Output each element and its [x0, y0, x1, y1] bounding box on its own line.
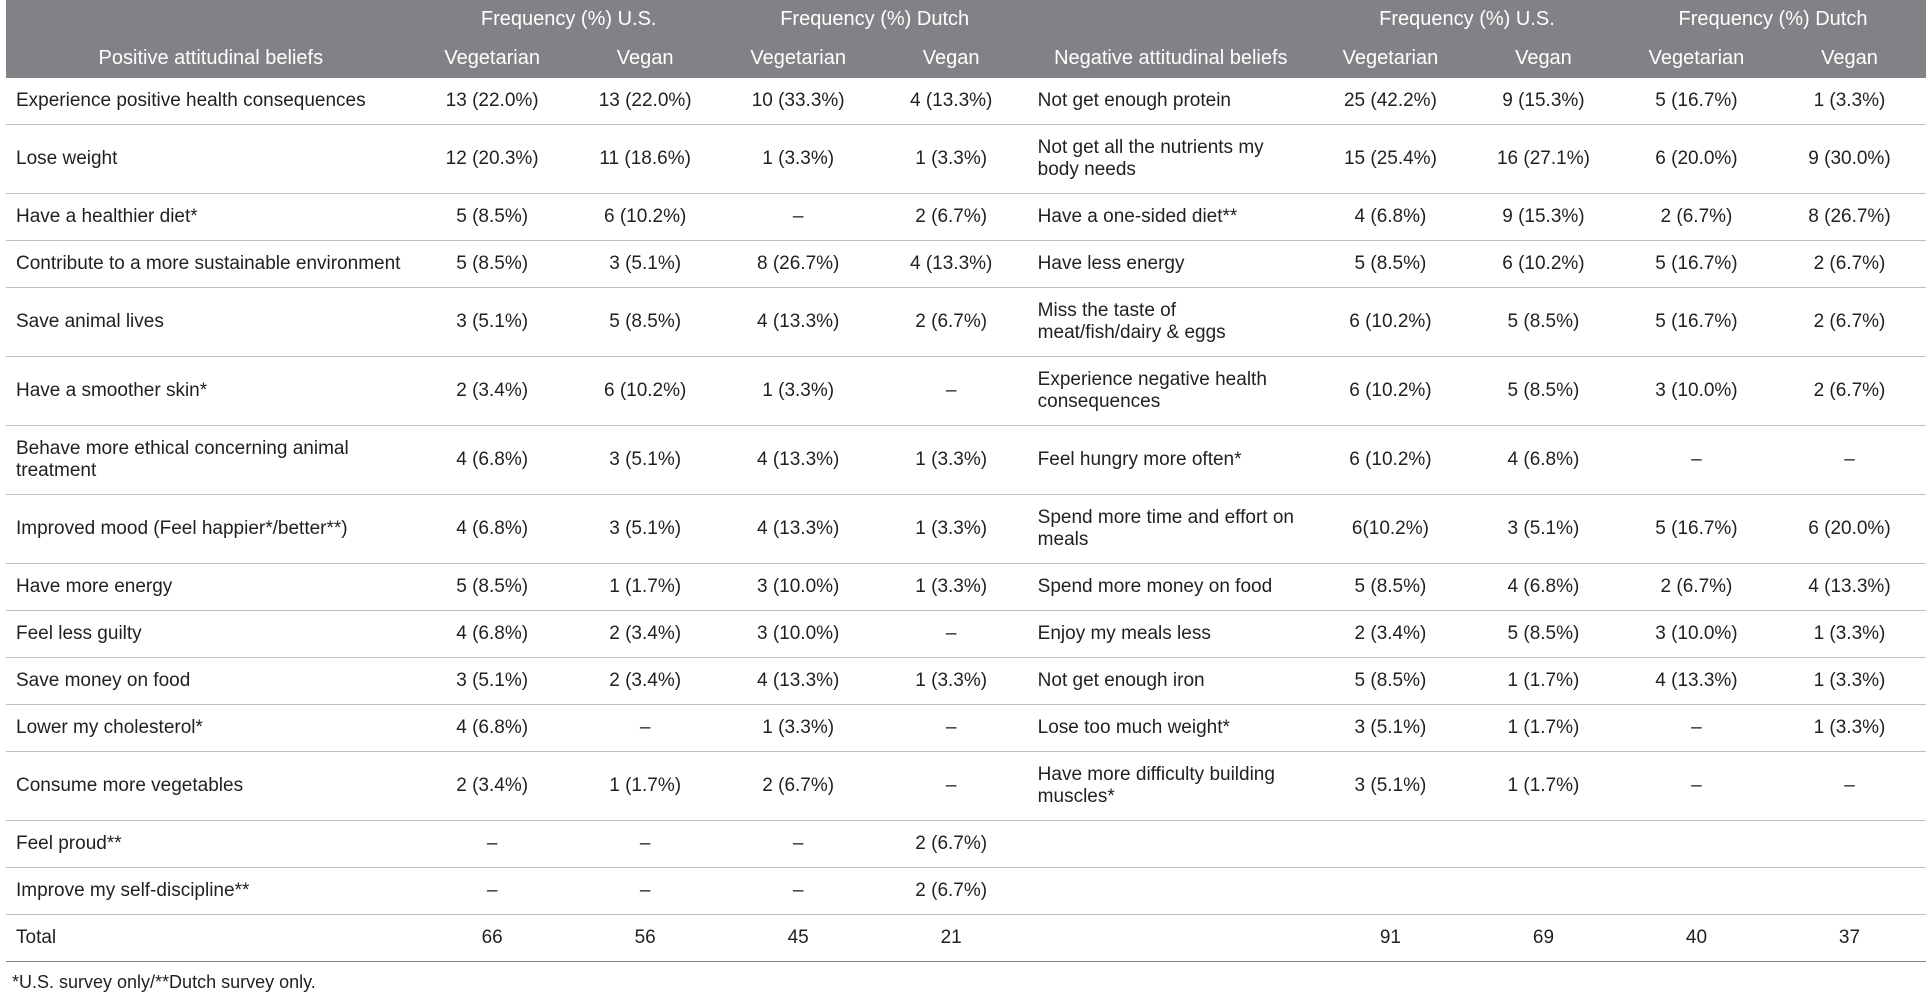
table-total-row — [6, 915, 1926, 962]
cell-negative-label — [1028, 868, 1314, 915]
cell-pos-dutch-vegetarian: 4 (13.3%) — [722, 658, 875, 705]
cell-total-label: Total — [6, 915, 416, 962]
cell-neg-us-vegan: 5 (8.5%) — [1467, 288, 1620, 357]
cell-neg-us-vegetarian: 2 (3.4%) — [1314, 611, 1467, 658]
cell-neg-us-vegetarian: 5 (8.5%) — [1314, 658, 1467, 705]
cell-negative-label — [1028, 821, 1314, 868]
cell-positive-label: Experience positive health consequences — [6, 78, 416, 125]
cell-positive-label: Improve my self-discipline** — [6, 868, 416, 915]
cell-neg-dutch-vegan: 6 (20.0%) — [1773, 495, 1926, 564]
cell-negative-label: Experience negative health consequences — [1028, 357, 1314, 426]
cell-pos-us-vegan: 13 (22.0%) — [569, 78, 722, 125]
cell-neg-dutch-vegetarian: 3 (10.0%) — [1620, 357, 1773, 426]
cell-pos-us-vegan: 3 (5.1%) — [569, 241, 722, 288]
cell-pos-us-vegan: – — [569, 821, 722, 868]
cell-neg-dutch-vegetarian: 4 (13.3%) — [1620, 658, 1773, 705]
table-row — [6, 868, 1926, 915]
cell-negative-label: Enjoy my meals less — [1028, 611, 1314, 658]
cell-pos-dutch-vegan: 1 (3.3%) — [875, 125, 1028, 194]
cell-positive-label: Feel less guilty — [6, 611, 416, 658]
column-header-negative-beliefs — [1028, 0, 1314, 78]
cell-total-neg-us-vegetarian: 91 — [1314, 915, 1467, 962]
cell-pos-us-vegetarian: 4 (6.8%) — [416, 705, 569, 752]
cell-pos-dutch-vegetarian: 1 (3.3%) — [722, 125, 875, 194]
cell-negative-label: Not get all the nutrients my body needs — [1028, 125, 1314, 194]
cell-pos-dutch-vegan: 2 (6.7%) — [875, 194, 1028, 241]
attitudinal-beliefs-table — [6, 0, 1926, 962]
cell-pos-us-vegetarian: 2 (3.4%) — [416, 752, 569, 821]
cell-pos-us-vegetarian: 3 (5.1%) — [416, 658, 569, 705]
cell-neg-dutch-vegan: 2 (6.7%) — [1773, 241, 1926, 288]
table-body — [6, 78, 1926, 962]
cell-pos-us-vegetarian: – — [416, 821, 569, 868]
cell-pos-us-vegan: 2 (3.4%) — [569, 611, 722, 658]
cell-positive-label: Improved mood (Feel happier*/better**) — [6, 495, 416, 564]
cell-total-pos-us-vegan: 56 — [569, 915, 722, 962]
cell-neg-us-vegan — [1467, 821, 1620, 868]
cell-pos-dutch-vegan: – — [875, 752, 1028, 821]
cell-neg-dutch-vegetarian: 2 (6.7%) — [1620, 194, 1773, 241]
cell-pos-dutch-vegan: 2 (6.7%) — [875, 821, 1028, 868]
cell-neg-dutch-vegetarian: – — [1620, 705, 1773, 752]
cell-negative-label: Have more difficulty building muscles* — [1028, 752, 1314, 821]
cell-neg-dutch-vegan: 1 (3.3%) — [1773, 611, 1926, 658]
cell-pos-us-vegan: 6 (10.2%) — [569, 357, 722, 426]
subheader-neg-dutch-vegan: Vegan — [1773, 39, 1926, 78]
cell-pos-dutch-vegan: 2 (6.7%) — [875, 868, 1028, 915]
cell-neg-dutch-vegan: – — [1773, 426, 1926, 495]
cell-pos-us-vegetarian: 13 (22.0%) — [416, 78, 569, 125]
group-header-negative-us: Frequency (%) U.S. — [1314, 0, 1620, 39]
cell-total-pos-us-vegetarian: 66 — [416, 915, 569, 962]
cell-neg-dutch-vegan: 2 (6.7%) — [1773, 288, 1926, 357]
cell-neg-us-vegetarian: 4 (6.8%) — [1314, 194, 1467, 241]
cell-pos-dutch-vegetarian: 4 (13.3%) — [722, 288, 875, 357]
cell-pos-us-vegan: 2 (3.4%) — [569, 658, 722, 705]
cell-positive-label: Save animal lives — [6, 288, 416, 357]
cell-neg-us-vegan — [1467, 868, 1620, 915]
group-header-positive-us: Frequency (%) U.S. — [416, 0, 722, 39]
cell-pos-us-vegetarian: 12 (20.3%) — [416, 125, 569, 194]
cell-positive-label: Lose weight — [6, 125, 416, 194]
cell-pos-us-vegetarian: 4 (6.8%) — [416, 495, 569, 564]
table-row — [6, 125, 1926, 194]
subheader-pos-us-vegetarian: Vegetarian — [416, 39, 569, 78]
table-row — [6, 426, 1926, 495]
cell-negative-label: Have a one-sided diet** — [1028, 194, 1314, 241]
cell-positive-label: Behave more ethical concerning animal treatment — [6, 426, 416, 495]
table-row — [6, 495, 1926, 564]
table-row — [6, 821, 1926, 868]
cell-neg-us-vegetarian — [1314, 868, 1467, 915]
cell-neg-dutch-vegan — [1773, 868, 1926, 915]
cell-total-negative-label — [1028, 915, 1314, 962]
cell-negative-label: Feel hungry more often* — [1028, 426, 1314, 495]
cell-neg-dutch-vegan: 2 (6.7%) — [1773, 357, 1926, 426]
cell-total-pos-dutch-vegan: 21 — [875, 915, 1028, 962]
cell-negative-label: Lose too much weight* — [1028, 705, 1314, 752]
cell-negative-label: Spend more money on food — [1028, 564, 1314, 611]
table-row — [6, 288, 1926, 357]
cell-pos-dutch-vegetarian: 10 (33.3%) — [722, 78, 875, 125]
cell-neg-dutch-vegan — [1773, 821, 1926, 868]
cell-pos-dutch-vegetarian: 1 (3.3%) — [722, 357, 875, 426]
cell-pos-us-vegetarian: 4 (6.8%) — [416, 611, 569, 658]
cell-pos-us-vegan: 5 (8.5%) — [569, 288, 722, 357]
table-row — [6, 564, 1926, 611]
cell-pos-us-vegan: 11 (18.6%) — [569, 125, 722, 194]
cell-neg-dutch-vegetarian: 5 (16.7%) — [1620, 495, 1773, 564]
table-row — [6, 78, 1926, 125]
cell-neg-us-vegan: 9 (15.3%) — [1467, 194, 1620, 241]
column-header-negative-beliefs-label: Negative attitudinal beliefs — [1054, 47, 1288, 69]
table-group-header-row — [6, 0, 1926, 39]
cell-neg-us-vegetarian: 3 (5.1%) — [1314, 752, 1467, 821]
cell-pos-us-vegetarian: 2 (3.4%) — [416, 357, 569, 426]
subheader-neg-dutch-vegetarian: Vegetarian — [1620, 39, 1773, 78]
cell-positive-label: Consume more vegetables — [6, 752, 416, 821]
group-header-negative-dutch: Frequency (%) Dutch — [1620, 0, 1926, 39]
cell-neg-dutch-vegetarian — [1620, 868, 1773, 915]
cell-pos-us-vegan: 6 (10.2%) — [569, 194, 722, 241]
cell-negative-label: Not get enough protein — [1028, 78, 1314, 125]
cell-neg-dutch-vegetarian — [1620, 821, 1773, 868]
cell-neg-us-vegetarian: 25 (42.2%) — [1314, 78, 1467, 125]
cell-pos-dutch-vegetarian: 4 (13.3%) — [722, 495, 875, 564]
cell-pos-dutch-vegetarian: 3 (10.0%) — [722, 564, 875, 611]
cell-neg-us-vegetarian: 6 (10.2%) — [1314, 357, 1467, 426]
table-row — [6, 611, 1926, 658]
cell-pos-us-vegetarian: – — [416, 868, 569, 915]
cell-pos-dutch-vegan: 4 (13.3%) — [875, 78, 1028, 125]
cell-positive-label: Feel proud** — [6, 821, 416, 868]
table-row — [6, 658, 1926, 705]
cell-neg-us-vegan: 3 (5.1%) — [1467, 495, 1620, 564]
cell-neg-us-vegan: 9 (15.3%) — [1467, 78, 1620, 125]
cell-pos-us-vegan: 1 (1.7%) — [569, 752, 722, 821]
cell-neg-dutch-vegan: 8 (26.7%) — [1773, 194, 1926, 241]
cell-total-neg-dutch-vegan: 37 — [1773, 915, 1926, 962]
cell-pos-us-vegetarian: 5 (8.5%) — [416, 241, 569, 288]
cell-positive-label: Have a healthier diet* — [6, 194, 416, 241]
group-header-positive-dutch: Frequency (%) Dutch — [722, 0, 1028, 39]
cell-positive-label: Have more energy — [6, 564, 416, 611]
cell-neg-us-vegan: 1 (1.7%) — [1467, 658, 1620, 705]
cell-neg-us-vegetarian: 3 (5.1%) — [1314, 705, 1467, 752]
cell-neg-dutch-vegan: 1 (3.3%) — [1773, 78, 1926, 125]
cell-neg-us-vegan: 1 (1.7%) — [1467, 705, 1620, 752]
subheader-pos-us-vegan: Vegan — [569, 39, 722, 78]
cell-neg-dutch-vegetarian: 6 (20.0%) — [1620, 125, 1773, 194]
cell-neg-us-vegan: 4 (6.8%) — [1467, 564, 1620, 611]
table-row — [6, 752, 1926, 821]
cell-negative-label: Miss the taste of meat/fish/dairy & eggs — [1028, 288, 1314, 357]
cell-pos-us-vegetarian: 5 (8.5%) — [416, 564, 569, 611]
cell-pos-dutch-vegetarian: – — [722, 868, 875, 915]
cell-neg-dutch-vegetarian: 5 (16.7%) — [1620, 78, 1773, 125]
cell-pos-dutch-vegan: 1 (3.3%) — [875, 495, 1028, 564]
cell-neg-us-vegetarian — [1314, 821, 1467, 868]
subheader-pos-dutch-vegan: Vegan — [875, 39, 1028, 78]
cell-positive-label: Have a smoother skin* — [6, 357, 416, 426]
cell-neg-us-vegetarian: 6 (10.2%) — [1314, 288, 1467, 357]
subheader-pos-dutch-vegetarian: Vegetarian — [722, 39, 875, 78]
cell-pos-us-vegetarian: 4 (6.8%) — [416, 426, 569, 495]
cell-neg-us-vegetarian: 6 (10.2%) — [1314, 426, 1467, 495]
cell-pos-dutch-vegetarian: 2 (6.7%) — [722, 752, 875, 821]
cell-pos-dutch-vegan: – — [875, 611, 1028, 658]
cell-total-neg-us-vegan: 69 — [1467, 915, 1620, 962]
cell-pos-dutch-vegan: 2 (6.7%) — [875, 288, 1028, 357]
cell-positive-label: Lower my cholesterol* — [6, 705, 416, 752]
cell-pos-dutch-vegan: 1 (3.3%) — [875, 564, 1028, 611]
cell-pos-us-vegan: 3 (5.1%) — [569, 426, 722, 495]
cell-pos-dutch-vegetarian: 8 (26.7%) — [722, 241, 875, 288]
cell-total-neg-dutch-vegetarian: 40 — [1620, 915, 1773, 962]
cell-pos-us-vegetarian: 5 (8.5%) — [416, 194, 569, 241]
cell-pos-dutch-vegan: – — [875, 705, 1028, 752]
cell-neg-dutch-vegan: 4 (13.3%) — [1773, 564, 1926, 611]
cell-total-pos-dutch-vegetarian: 45 — [722, 915, 875, 962]
cell-pos-dutch-vegan: – — [875, 357, 1028, 426]
table-row — [6, 357, 1926, 426]
cell-neg-dutch-vegan: 1 (3.3%) — [1773, 658, 1926, 705]
cell-neg-dutch-vegan: 1 (3.3%) — [1773, 705, 1926, 752]
cell-neg-us-vegan: 4 (6.8%) — [1467, 426, 1620, 495]
cell-neg-dutch-vegetarian: – — [1620, 426, 1773, 495]
cell-neg-us-vegetarian: 15 (25.4%) — [1314, 125, 1467, 194]
cell-neg-dutch-vegan: – — [1773, 752, 1926, 821]
cell-neg-dutch-vegetarian: 2 (6.7%) — [1620, 564, 1773, 611]
cell-neg-dutch-vegetarian: 5 (16.7%) — [1620, 288, 1773, 357]
cell-positive-label: Contribute to a more sustainable environment — [6, 241, 416, 288]
table-row — [6, 705, 1926, 752]
cell-positive-label: Save money on food — [6, 658, 416, 705]
cell-neg-dutch-vegetarian: – — [1620, 752, 1773, 821]
table-header — [6, 0, 1926, 78]
cell-pos-us-vegan: 1 (1.7%) — [569, 564, 722, 611]
cell-neg-dutch-vegan: 9 (30.0%) — [1773, 125, 1926, 194]
subheader-neg-us-vegan: Vegan — [1467, 39, 1620, 78]
cell-pos-dutch-vegetarian: 1 (3.3%) — [722, 705, 875, 752]
cell-neg-us-vegan: 16 (27.1%) — [1467, 125, 1620, 194]
cell-pos-us-vegan: – — [569, 868, 722, 915]
cell-pos-dutch-vegan: 1 (3.3%) — [875, 426, 1028, 495]
column-header-positive-beliefs — [6, 0, 416, 78]
cell-negative-label: Have less energy — [1028, 241, 1314, 288]
cell-pos-us-vegan: 3 (5.1%) — [569, 495, 722, 564]
cell-negative-label: Not get enough iron — [1028, 658, 1314, 705]
cell-negative-label: Spend more time and effort on meals — [1028, 495, 1314, 564]
cell-pos-dutch-vegetarian: – — [722, 821, 875, 868]
cell-neg-us-vegan: 1 (1.7%) — [1467, 752, 1620, 821]
cell-pos-dutch-vegetarian: 3 (10.0%) — [722, 611, 875, 658]
cell-neg-us-vegetarian: 5 (8.5%) — [1314, 241, 1467, 288]
cell-pos-us-vegetarian: 3 (5.1%) — [416, 288, 569, 357]
table-row — [6, 194, 1926, 241]
cell-neg-us-vegan: 5 (8.5%) — [1467, 611, 1620, 658]
table-row — [6, 241, 1926, 288]
cell-neg-us-vegetarian: 5 (8.5%) — [1314, 564, 1467, 611]
cell-neg-dutch-vegetarian: 5 (16.7%) — [1620, 241, 1773, 288]
cell-pos-dutch-vegetarian: – — [722, 194, 875, 241]
table-footnote: *U.S. survey only/**Dutch survey only. — [12, 972, 316, 992]
cell-pos-us-vegan: – — [569, 705, 722, 752]
cell-neg-us-vegan: 6 (10.2%) — [1467, 241, 1620, 288]
cell-neg-us-vegan: 5 (8.5%) — [1467, 357, 1620, 426]
column-header-positive-beliefs-label: Positive attitudinal beliefs — [98, 47, 324, 69]
cell-neg-dutch-vegetarian: 3 (10.0%) — [1620, 611, 1773, 658]
cell-pos-dutch-vegan: 4 (13.3%) — [875, 241, 1028, 288]
cell-pos-dutch-vegan: 1 (3.3%) — [875, 658, 1028, 705]
subheader-neg-us-vegetarian: Vegetarian — [1314, 39, 1467, 78]
cell-pos-dutch-vegetarian: 4 (13.3%) — [722, 426, 875, 495]
cell-neg-us-vegetarian: 6(10.2%) — [1314, 495, 1467, 564]
